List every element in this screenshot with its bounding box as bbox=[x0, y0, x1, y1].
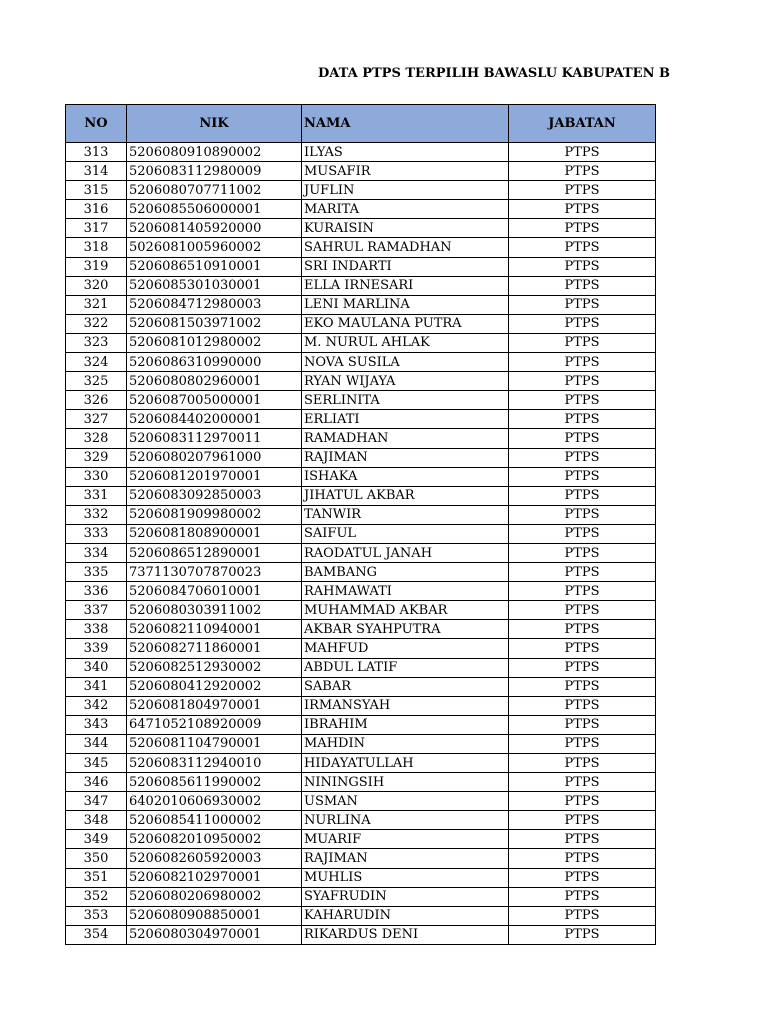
cell-nama: IBRAHIM bbox=[302, 715, 509, 734]
table-row bbox=[66, 620, 656, 639]
cell-no: 354 bbox=[66, 925, 127, 944]
cell-jabatan: PTPS bbox=[509, 524, 656, 543]
cell-jabatan: PTPS bbox=[509, 639, 656, 658]
table-row bbox=[66, 792, 656, 811]
cell-jabatan: PTPS bbox=[509, 773, 656, 792]
table-row bbox=[66, 372, 656, 391]
cell-nik: 5206080412920002 bbox=[127, 677, 302, 696]
cell-no: 344 bbox=[66, 734, 127, 753]
cell-jabatan: PTPS bbox=[509, 200, 656, 219]
cell-nik: 5206080910890002 bbox=[127, 143, 302, 162]
cell-jabatan: PTPS bbox=[509, 620, 656, 639]
cell-no: 321 bbox=[66, 295, 127, 314]
cell-nik: 5206081201970001 bbox=[127, 467, 302, 486]
cell-jabatan: PTPS bbox=[509, 601, 656, 620]
cell-nik: 5206084712980003 bbox=[127, 295, 302, 314]
cell-nama: JUFLIN bbox=[302, 181, 509, 200]
table-row bbox=[66, 410, 656, 429]
cell-nik: 5206082512930002 bbox=[127, 658, 302, 677]
cell-nama: MUARIF bbox=[302, 830, 509, 849]
cell-no: 319 bbox=[66, 257, 127, 276]
cell-nik: 5206080303911002 bbox=[127, 601, 302, 620]
cell-jabatan: PTPS bbox=[509, 238, 656, 257]
cell-nik: 5206085611990002 bbox=[127, 773, 302, 792]
cell-no: 339 bbox=[66, 639, 127, 658]
cell-jabatan: PTPS bbox=[509, 391, 656, 410]
cell-nik: 5206081804970001 bbox=[127, 696, 302, 715]
cell-no: 323 bbox=[66, 333, 127, 352]
cell-jabatan: PTPS bbox=[509, 887, 656, 906]
cell-jabatan: PTPS bbox=[509, 429, 656, 448]
cell-nik: 5206081503971002 bbox=[127, 314, 302, 333]
cell-nama: EKO MAULANA PUTRA bbox=[302, 314, 509, 333]
cell-nik: 5206085411000002 bbox=[127, 811, 302, 830]
cell-nama: SRI INDARTI bbox=[302, 257, 509, 276]
cell-jabatan: PTPS bbox=[509, 333, 656, 352]
cell-no: 337 bbox=[66, 601, 127, 620]
cell-no: 329 bbox=[66, 448, 127, 467]
table-row bbox=[66, 391, 656, 410]
cell-no: 346 bbox=[66, 773, 127, 792]
cell-nama: MUHAMMAD AKBAR bbox=[302, 601, 509, 620]
cell-nama: SAIFUL bbox=[302, 524, 509, 543]
cell-no: 316 bbox=[66, 200, 127, 219]
cell-jabatan: PTPS bbox=[509, 219, 656, 238]
cell-no: 325 bbox=[66, 372, 127, 391]
table-row bbox=[66, 200, 656, 219]
cell-jabatan: PTPS bbox=[509, 658, 656, 677]
cell-no: 351 bbox=[66, 868, 127, 887]
page-title: DATA PTPS TERPILIH BAWASLU KABUPATEN B bbox=[318, 66, 670, 81]
cell-nik: 7371130707870023 bbox=[127, 563, 302, 582]
cell-nik: 6471052108920009 bbox=[127, 715, 302, 734]
cell-nama: SERLINITA bbox=[302, 391, 509, 410]
cell-no: 334 bbox=[66, 543, 127, 562]
cell-nik: 5026081005960002 bbox=[127, 238, 302, 257]
cell-nik: 5206080304970001 bbox=[127, 925, 302, 944]
cell-jabatan: PTPS bbox=[509, 906, 656, 925]
cell-jabatan: PTPS bbox=[509, 276, 656, 295]
cell-nik: 5206080802960001 bbox=[127, 372, 302, 391]
ptps-table bbox=[65, 104, 656, 945]
cell-no: 320 bbox=[66, 276, 127, 295]
table-header-row bbox=[66, 105, 656, 143]
cell-nama: ELLA IRNESARI bbox=[302, 276, 509, 295]
cell-no: 336 bbox=[66, 582, 127, 601]
cell-nama: RAODATUL JANAH bbox=[302, 543, 509, 562]
cell-jabatan: PTPS bbox=[509, 143, 656, 162]
table-row bbox=[66, 811, 656, 830]
table-row bbox=[66, 754, 656, 773]
cell-no: 343 bbox=[66, 715, 127, 734]
cell-nik: 5206081405920000 bbox=[127, 219, 302, 238]
cell-nama: SABAR bbox=[302, 677, 509, 696]
column-header-nama: NAMA bbox=[302, 105, 509, 143]
cell-nik: 5206081104790001 bbox=[127, 734, 302, 753]
cell-jabatan: PTPS bbox=[509, 754, 656, 773]
cell-jabatan: PTPS bbox=[509, 868, 656, 887]
cell-no: 348 bbox=[66, 811, 127, 830]
cell-jabatan: PTPS bbox=[509, 734, 656, 753]
cell-no: 314 bbox=[66, 162, 127, 181]
table-row bbox=[66, 868, 656, 887]
cell-no: 341 bbox=[66, 677, 127, 696]
cell-nik: 5206080207961000 bbox=[127, 448, 302, 467]
cell-nik: 5206082110940001 bbox=[127, 620, 302, 639]
table-row bbox=[66, 276, 656, 295]
cell-no: 324 bbox=[66, 353, 127, 372]
cell-nik: 5206082711860001 bbox=[127, 639, 302, 658]
table-row bbox=[66, 773, 656, 792]
table-row bbox=[66, 181, 656, 200]
cell-jabatan: PTPS bbox=[509, 467, 656, 486]
column-header-jabatan: JABATAN bbox=[509, 105, 656, 143]
cell-nik: 5206080908850001 bbox=[127, 906, 302, 925]
cell-nik: 5206083112940010 bbox=[127, 754, 302, 773]
cell-jabatan: PTPS bbox=[509, 830, 656, 849]
cell-no: 352 bbox=[66, 887, 127, 906]
column-header-nik: NIK bbox=[127, 105, 302, 143]
table-row bbox=[66, 639, 656, 658]
cell-no: 326 bbox=[66, 391, 127, 410]
cell-nama: NININGSIH bbox=[302, 773, 509, 792]
cell-nik: 5206085506000001 bbox=[127, 200, 302, 219]
table-row bbox=[66, 162, 656, 181]
cell-no: 328 bbox=[66, 429, 127, 448]
cell-nama: TANWIR bbox=[302, 505, 509, 524]
cell-nama: M. NURUL AHLAK bbox=[302, 333, 509, 352]
cell-jabatan: PTPS bbox=[509, 257, 656, 276]
table-row bbox=[66, 505, 656, 524]
table-row bbox=[66, 830, 656, 849]
column-header-no: NO bbox=[66, 105, 127, 143]
table-row bbox=[66, 486, 656, 505]
cell-nik: 5206084706010001 bbox=[127, 582, 302, 601]
cell-nama: MUSAFIR bbox=[302, 162, 509, 181]
table-row bbox=[66, 353, 656, 372]
cell-nama: KAHARUDIN bbox=[302, 906, 509, 925]
table-row bbox=[66, 906, 656, 925]
cell-nik: 5206080206980002 bbox=[127, 887, 302, 906]
cell-no: 317 bbox=[66, 219, 127, 238]
cell-no: 313 bbox=[66, 143, 127, 162]
cell-no: 332 bbox=[66, 505, 127, 524]
cell-nama: RAHMAWATI bbox=[302, 582, 509, 601]
cell-nama: MAHDIN bbox=[302, 734, 509, 753]
cell-no: 331 bbox=[66, 486, 127, 505]
table-row bbox=[66, 677, 656, 696]
cell-nama: ISHAKA bbox=[302, 467, 509, 486]
table-row bbox=[66, 543, 656, 562]
cell-no: 318 bbox=[66, 238, 127, 257]
cell-nama: ILYAS bbox=[302, 143, 509, 162]
cell-jabatan: PTPS bbox=[509, 849, 656, 868]
cell-nama: RIKARDUS DENI bbox=[302, 925, 509, 944]
cell-nik: 5206083092850003 bbox=[127, 486, 302, 505]
cell-nama: SYAFRUDIN bbox=[302, 887, 509, 906]
cell-nik: 5206086510910001 bbox=[127, 257, 302, 276]
cell-nama: JIHATUL AKBAR bbox=[302, 486, 509, 505]
cell-no: 345 bbox=[66, 754, 127, 773]
table-row bbox=[66, 524, 656, 543]
table-row bbox=[66, 925, 656, 944]
cell-nik: 5206086310990000 bbox=[127, 353, 302, 372]
cell-nama: RAMADHAN bbox=[302, 429, 509, 448]
cell-no: 353 bbox=[66, 906, 127, 925]
table-row bbox=[66, 849, 656, 868]
cell-jabatan: PTPS bbox=[509, 410, 656, 429]
cell-nama: RAJIMAN bbox=[302, 849, 509, 868]
cell-no: 322 bbox=[66, 314, 127, 333]
cell-nama: HIDAYATULLAH bbox=[302, 754, 509, 773]
cell-nik: 5206082605920003 bbox=[127, 849, 302, 868]
cell-jabatan: PTPS bbox=[509, 486, 656, 505]
table-row bbox=[66, 429, 656, 448]
cell-no: 350 bbox=[66, 849, 127, 868]
cell-nama: MAHFUD bbox=[302, 639, 509, 658]
cell-no: 349 bbox=[66, 830, 127, 849]
cell-nik: 5206083112970011 bbox=[127, 429, 302, 448]
table-body bbox=[66, 143, 656, 945]
table-row bbox=[66, 887, 656, 906]
cell-nama: SAHRUL RAMADHAN bbox=[302, 238, 509, 257]
table-row bbox=[66, 658, 656, 677]
cell-no: 338 bbox=[66, 620, 127, 639]
table-row bbox=[66, 696, 656, 715]
cell-jabatan: PTPS bbox=[509, 715, 656, 734]
table-row bbox=[66, 448, 656, 467]
table-row bbox=[66, 734, 656, 753]
table-row bbox=[66, 238, 656, 257]
cell-no: 315 bbox=[66, 181, 127, 200]
cell-no: 342 bbox=[66, 696, 127, 715]
cell-jabatan: PTPS bbox=[509, 582, 656, 601]
cell-jabatan: PTPS bbox=[509, 181, 656, 200]
cell-nama: ABDUL LATIF bbox=[302, 658, 509, 677]
table-row bbox=[66, 295, 656, 314]
cell-jabatan: PTPS bbox=[509, 811, 656, 830]
table-row bbox=[66, 333, 656, 352]
cell-nik: 5206082102970001 bbox=[127, 868, 302, 887]
table-row bbox=[66, 143, 656, 162]
cell-nik: 5206087005000001 bbox=[127, 391, 302, 410]
cell-jabatan: PTPS bbox=[509, 543, 656, 562]
cell-nama: USMAN bbox=[302, 792, 509, 811]
cell-no: 347 bbox=[66, 792, 127, 811]
table-row bbox=[66, 467, 656, 486]
cell-no: 340 bbox=[66, 658, 127, 677]
cell-jabatan: PTPS bbox=[509, 563, 656, 582]
table-row bbox=[66, 219, 656, 238]
cell-jabatan: PTPS bbox=[509, 505, 656, 524]
table-row bbox=[66, 715, 656, 734]
cell-nama: RYAN WIJAYA bbox=[302, 372, 509, 391]
cell-nama: ERLIATI bbox=[302, 410, 509, 429]
cell-no: 330 bbox=[66, 467, 127, 486]
cell-nama: BAMBANG bbox=[302, 563, 509, 582]
table-row bbox=[66, 257, 656, 276]
cell-nama: MARITA bbox=[302, 200, 509, 219]
cell-nama: KURAISIN bbox=[302, 219, 509, 238]
cell-no: 327 bbox=[66, 410, 127, 429]
cell-jabatan: PTPS bbox=[509, 295, 656, 314]
cell-nik: 6402010606930002 bbox=[127, 792, 302, 811]
cell-nama: RAJIMAN bbox=[302, 448, 509, 467]
cell-jabatan: PTPS bbox=[509, 696, 656, 715]
table-row bbox=[66, 314, 656, 333]
table-row bbox=[66, 582, 656, 601]
cell-no: 333 bbox=[66, 524, 127, 543]
cell-nik: 5206083112980009 bbox=[127, 162, 302, 181]
cell-nama: NOVA SUSILA bbox=[302, 353, 509, 372]
table-row bbox=[66, 601, 656, 620]
cell-jabatan: PTPS bbox=[509, 314, 656, 333]
cell-jabatan: PTPS bbox=[509, 162, 656, 181]
cell-nik: 5206080707711002 bbox=[127, 181, 302, 200]
cell-jabatan: PTPS bbox=[509, 925, 656, 944]
cell-nik: 5206085301030001 bbox=[127, 276, 302, 295]
cell-nama: NURLINA bbox=[302, 811, 509, 830]
cell-jabatan: PTPS bbox=[509, 448, 656, 467]
cell-jabatan: PTPS bbox=[509, 353, 656, 372]
cell-nama: LENI MARLINA bbox=[302, 295, 509, 314]
cell-jabatan: PTPS bbox=[509, 677, 656, 696]
cell-nik: 5206081012980002 bbox=[127, 333, 302, 352]
table-row bbox=[66, 563, 656, 582]
cell-nik: 5206081808900001 bbox=[127, 524, 302, 543]
cell-nik: 5206081909980002 bbox=[127, 505, 302, 524]
cell-jabatan: PTPS bbox=[509, 792, 656, 811]
cell-no: 335 bbox=[66, 563, 127, 582]
cell-nik: 5206084402000001 bbox=[127, 410, 302, 429]
cell-nama: AKBAR SYAHPUTRA bbox=[302, 620, 509, 639]
cell-jabatan: PTPS bbox=[509, 372, 656, 391]
cell-nik: 5206086512890001 bbox=[127, 543, 302, 562]
cell-nik: 5206082010950002 bbox=[127, 830, 302, 849]
cell-nama: MUHLIS bbox=[302, 868, 509, 887]
cell-nama: IRMANSYAH bbox=[302, 696, 509, 715]
